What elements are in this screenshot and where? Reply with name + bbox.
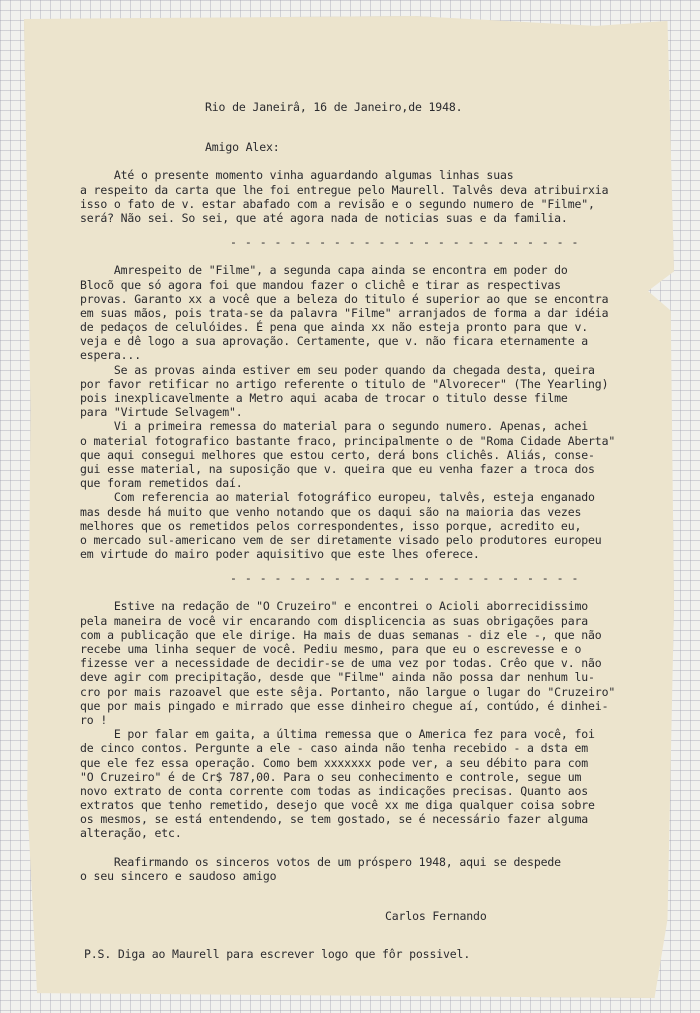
text-line: melhores que os remetidos pelos correspondentes, isso porque, acredito eu,	[80, 518, 582, 533]
text-line: novo extrato de conta corrente com todas as indicações precisas. Quanto aos	[80, 783, 589, 798]
text-line: será? Não sei. So sei, que até agora nada de noticias suas e da familia.	[80, 210, 568, 225]
text-line: de pedaços de celulóides. É pena que ainda xx não esteja pronto para que v.	[80, 320, 589, 335]
text-line: pois inexplicavelmente a Metro aqui acaba de trocar o titulo desse filme	[80, 391, 568, 405]
letter-greeting: Amigo Alex:	[205, 140, 280, 155]
text-line: em virtude do mairo poder aquisitivo que este lhes oferece.	[80, 547, 480, 562]
text-line: Vi a primeira remessa do material para o segundo numero. Apenas, achei	[80, 419, 589, 434]
text-line: o seu sincero e saudoso amigo	[80, 868, 277, 883]
text-line: Reafirmando os sinceros votos de um próspero 1948, aqui se despede	[80, 854, 561, 869]
typewritten-letter	[80, 100, 680, 961]
letter-dateline: Rio de Janeirâ, 16 de Janeiro,de 1948.	[205, 100, 463, 114]
text-line: recebe uma linha sequer de você. Pediu mesmo, para que eu o escrevesse e o	[80, 642, 582, 656]
text-line: gui esse material, na suposição que v. queira que eu venha fazer a troca dos	[80, 461, 595, 476]
separator-line: - - - - - - - - - - - - - - - - - - - - - - - -	[230, 235, 579, 250]
text-line: que foram remetidos daí.	[80, 476, 243, 491]
text-line: "O Cruzeiro" é de Cr$ 787,00. Para o seu conhecimento e controle, segue um	[80, 769, 582, 784]
text-line: pela maneira de você vir encarando com displicencia as suas obrigações para	[80, 613, 589, 628]
paragraph-3	[80, 599, 680, 840]
text-line: espera...	[80, 348, 141, 363]
paragraph-1	[80, 168, 680, 225]
text-line: por favor retificar no artigo referente o titulo de "Alvorecer" (The Yearling)	[80, 376, 609, 391]
text-line: fizesse ver a necessidade de decidir-se de uma vez por todas. Crêo que v. não	[80, 656, 602, 671]
text-line: Se as provas ainda estiver em seu poder quando da chegada desta, queira	[80, 362, 595, 377]
text-line: Com referencia ao material fotográfico europeu, talvês, esteja enganado	[80, 490, 595, 505]
text-line: extratos que tenho remetido, desejo que você xx me diga qualquer coisa sobre	[80, 798, 595, 813]
text-line: mas desde há muito que venho notando que os daqui são na maioria das vezes	[80, 504, 582, 519]
text-line: os mesmos, se está entendendo, se tem gostado, se é necessário fazer alguma	[80, 812, 589, 827]
text-line: deve agir com precipitação, desde que "Filme" ainda não possa dar nenhum lu-	[80, 670, 595, 685]
text-line: Até o presente momento vinha aguardando algumas linhas suas	[80, 168, 514, 183]
text-line: cro por mais razoavel que este sêja. Portanto, não largue o lugar do "Cruzeiro"	[80, 684, 616, 699]
text-line: Amrespeito de "Filme", a segunda capa ainda se encontra em poder do	[80, 263, 568, 278]
text-line: que aqui consegui melhores que estou certo, derá bons clichês. Aliás, conse-	[80, 447, 595, 462]
text-line: com a publicação que ele dirige. Ha mais de duas semanas - diz ele -, que não	[80, 627, 602, 642]
text-line: que ele fez essa operação. Como bem xxxxxxx pode ver, a seu débito para com	[80, 755, 589, 770]
text-line: Estive na redação de "O Cruzeiro" e encontrei o Acioli aborrecidissimo	[80, 599, 589, 614]
text-line: ro !	[80, 712, 108, 727]
paragraph-closing	[80, 855, 680, 883]
text-line: de cinco contos. Pergunte a ele - caso ainda não tenha recebido - a dsta em	[80, 741, 589, 756]
text-line: o mercado sul-americano vem de ser diretamente visado pelo produtores europeu	[80, 532, 602, 547]
paragraph-2	[80, 263, 680, 561]
text-line: E por falar em gaita, a última remessa que o America fez para você, foi	[80, 727, 595, 742]
text-line: para "Virtude Selvagem".	[80, 405, 243, 420]
text-line: veja e dê logo a sua aprovação. Certamente, que v. não ficara eternamente a	[80, 334, 589, 349]
signature: Carlos Fernando	[385, 909, 487, 923]
postscript: P.S. Diga ao Maurell para escrever logo que fôr possivel.	[84, 947, 471, 962]
text-line: a respeito da carta que lhe foi entregue pelo Maurell. Talvês deva atribuirxia	[80, 182, 609, 197]
text-line: isso o fato de v. estar abafado com a revisão e o segundo numero de "Filme",	[80, 196, 595, 211]
separator-line: - - - - - - - - - - - - - - - - - - - - - - - -	[230, 571, 579, 586]
text-line: alteração, etc.	[80, 826, 182, 841]
text-line: provas. Garanto xx a você que a beleza do titulo é superior ao que se encontra	[80, 291, 609, 306]
text-line: em suas mãos, pois trata-se da palavra "Filme" arranjados de forma a dar idéia	[80, 305, 609, 320]
text-line: que por mais pingado e mirrado que esse dinheiro chegue aí, contúdo, é dinhei-	[80, 698, 609, 713]
text-line: o material fotografico bastante fraco, principalmente o de "Roma Cidade Aberta"	[80, 433, 616, 448]
text-line: Blocõ que só agora foi que mandou fazer o clichê e tirar as respectivas	[80, 277, 561, 292]
